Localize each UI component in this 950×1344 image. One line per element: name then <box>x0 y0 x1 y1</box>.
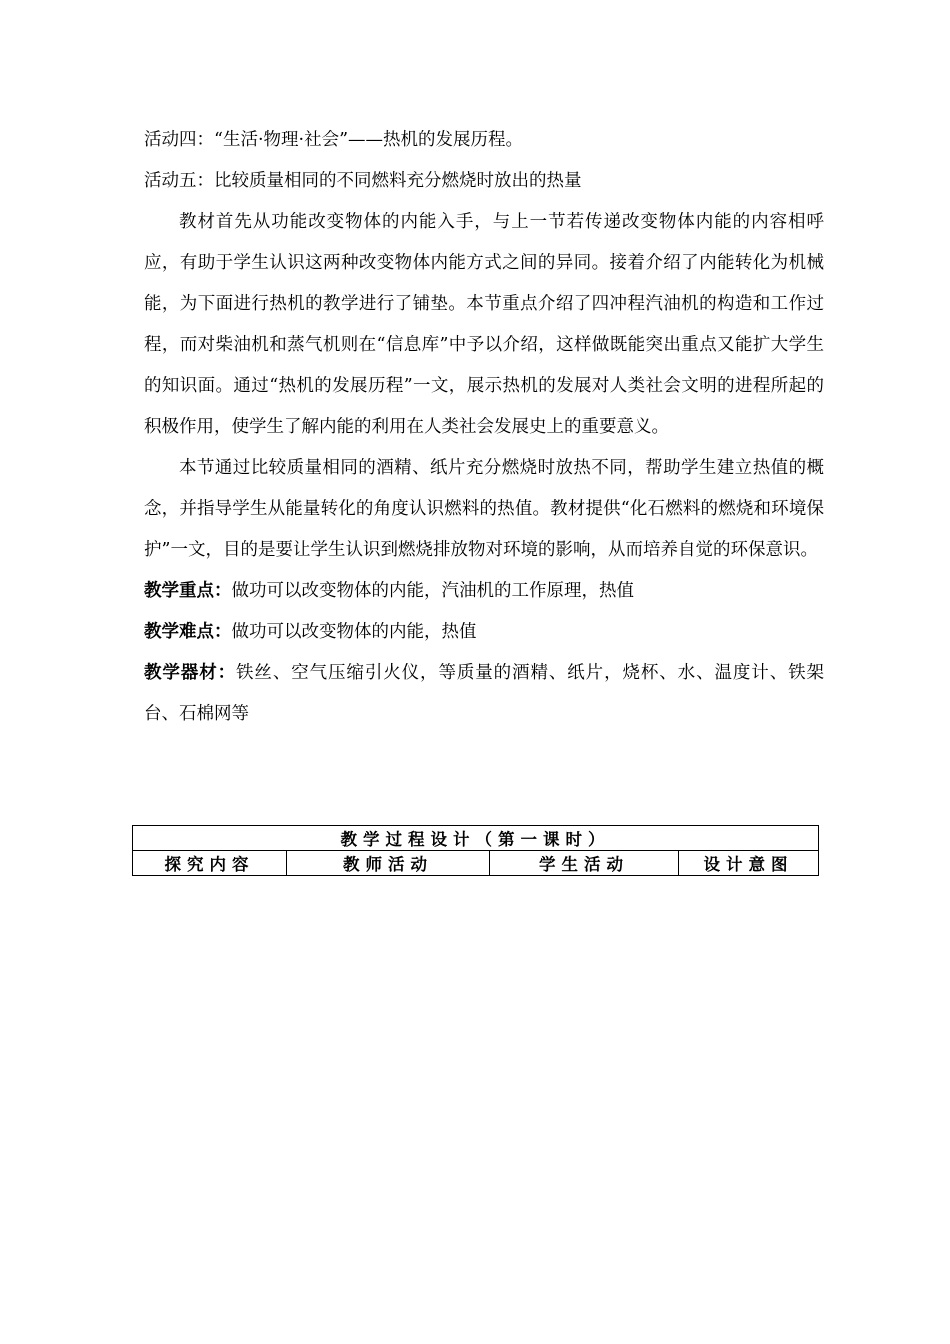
activity-five: 活动五：比较质量相同的不同燃料充分燃烧时放出的热量 <box>144 171 582 191</box>
difficult-points-label: 教学难点： <box>144 622 232 642</box>
equipment-text: 铁丝、空气压缩引火仪，等质量的酒精、纸片，烧杯、水、温度计、铁架台、石棉网等 <box>144 663 824 724</box>
difficult-points <box>144 612 824 653</box>
activity-four: 活动四：“生活·物理·社会”——热机的发展历程。 <box>144 130 524 150</box>
equipment <box>144 653 824 735</box>
table-title: 教学过程设计（第一课时） <box>133 826 819 851</box>
lesson-design-table-wrap <box>132 825 818 876</box>
paragraph-heat-value: 本节通过比较质量相同的酒精、纸片充分燃烧时放热不同，帮助学生建立热值的概念，并指导学生从能量转化的角度认识燃料的热值。教材提供“化石燃料的燃烧和环境保护”一文，目的是要让学生认识到燃烧排放物对环境的影响，从而培养自觉的环保意识。 <box>144 458 824 560</box>
column-header-student-activity: 学生活动 <box>490 851 679 876</box>
document-body <box>144 120 824 735</box>
table-header-row <box>133 851 819 876</box>
difficult-points-text: 做功可以改变物体的内能，热值 <box>231 622 477 642</box>
lesson-design-table <box>132 825 819 876</box>
column-header-design-intent: 设计意图 <box>679 851 819 876</box>
table-title-row <box>133 826 819 851</box>
column-header-inquiry-content: 探究内容 <box>133 851 287 876</box>
key-points <box>144 571 824 612</box>
paragraph-textbook-overview: 教材首先从功能改变物体的内能入手，与上一节若传递改变物体内能的内容相呼应，有助于学生认识这两种改变物体内能方式之间的异同。接着介绍了内能转化为机械能，为下面进行热机的教学进行了铺垫。本节重点介绍了四冲程汽油机的构造和工作过程，而对柴油机和蒸气机则在“信息库”中予以介绍，这样做既能突出重点又能扩大学生的知识面。通过“热机的发展历程”一文，展示热机的发展对人类社会文明的进程所起的积极作用，使学生了解内能的利用在人类社会发展史上的重要意义。 <box>144 212 824 437</box>
key-points-text: 做功可以改变物体的内能，汽油机的工作原理，热值 <box>231 581 634 601</box>
column-header-teacher-activity: 教师活动 <box>287 851 490 876</box>
equipment-label: 教学器材： <box>144 663 237 683</box>
key-points-label: 教学重点： <box>144 581 232 601</box>
